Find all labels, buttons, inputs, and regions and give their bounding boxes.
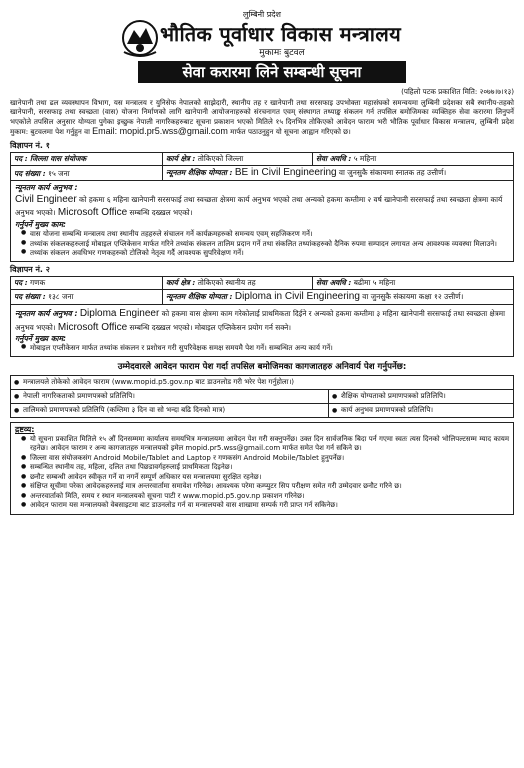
- list-item: ● तथ्यांक संकलकहरुलाई मोबाइल एप्लिकेसन मार्फत गरिने तथ्यांक संकलन तालिम प्रदान गर्ने तथा संकलित तथ्यांकहरुको दैनिक रुपमा सम्पादन लगायत अन्य आवश्यक व्यवस्था मिलाउने।: [21, 239, 509, 248]
- qualification-value: वा जुनसुकै संकायमा स्नातक तह उत्तीर्ण।: [338, 167, 447, 177]
- count-value: १५ जना: [48, 168, 70, 178]
- vacancy-2-details: [10, 305, 514, 357]
- notes-list: [21, 435, 509, 511]
- document-item: ● कार्य अनुभव प्रमाणपत्रको प्रतिलिपि।: [329, 403, 514, 417]
- experience-desc: को हकमा ६ महिना खानेपानी सरसफाई तथा स्वच्छता क्षेत्रमा कार्य अनुभव भएको तथा अन्यको हकमा कम्तीमा २ वर्ष खानेपानी सरसफाई तथा स्वच्छता क्षेत्रमा कार्य अनुभव भएको।: [15, 194, 503, 218]
- vacancy-1-table: [10, 152, 514, 182]
- count-value: १३८ जना: [48, 292, 74, 302]
- list-item: ● अन्तरवार्ताको मिति, समय र स्थान मन्त्रालयको सूचना पाटी र www.mopid.p5.gov.np प्रकाशन गरिनेछ।: [21, 492, 509, 502]
- publication-date: (पहिलो पटक प्रकाशित मिति: २०७७।७।१३): [401, 87, 514, 96]
- documents-title: उम्मेदवारले आवेदन फाराम पेश गर्दा तपसिल बमोजिमका कागजातहरु अनिवार्य पेश गर्नुपर्नेछ:: [117, 361, 407, 372]
- list-item: ● आवेदन फाराम यस मन्त्रालयको वेबसाइटमा बाट डाउनलोड गर्न वा मन्त्रालयको वास शाखामा सम्पर्क गरी प्राप्त गर्न सकिनेछ।: [21, 501, 509, 511]
- duties-list: [21, 343, 509, 352]
- province-name: लुम्बिनी प्रदेश: [243, 10, 281, 19]
- experience-degree: Diploma Engineer: [79, 308, 160, 319]
- duties-label: गर्नुपर्ने मुख्य काम:: [15, 334, 67, 343]
- vacancy-2-title: विज्ञापन नं. २: [10, 264, 50, 274]
- document-item: ● नेपाली नागरिकताको प्रमाणपत्रको प्रतिलिपि।: [11, 389, 329, 403]
- area-value: तोकिएको जिल्ला: [197, 154, 244, 164]
- count-label: पद संख्या :: [14, 292, 46, 302]
- qualification-label: न्यूनतम शैक्षिक योग्यता :: [166, 167, 233, 177]
- area-label: कार्य क्षेत्र :: [166, 277, 196, 287]
- vacancy-1-title: विज्ञापन नं. १: [10, 140, 50, 150]
- duration-label: सेवा अवधि :: [316, 154, 352, 164]
- area-label: कार्य क्षेत्र :: [166, 154, 196, 164]
- vacancy-2-table: [10, 276, 514, 306]
- list-item: ● सम्बन्धित स्थानीय तह, महिला, दलित तथा पिछडावर्गहरुलाई प्राथमिकता दिइनेछ।: [21, 463, 509, 473]
- qualification-degree: Diploma in Civil Engineering: [234, 290, 360, 302]
- experience-text: [15, 307, 509, 334]
- document-item: ● मन्त्रालयले तोकेको आवेदन फाराम (www.mopid.p5.gov.np बाट डाउनलोड गरी भरेर पेश गर्नुहोला।): [11, 375, 514, 389]
- experience-label: न्यूनतम कार्य अनुभव :: [15, 309, 78, 318]
- letterhead: [10, 6, 514, 84]
- count-label: पद संख्या :: [14, 168, 46, 178]
- experience-desc: को हकमा वास क्षेत्रमा काम गरेकोलाई प्राथमिकता दिईने र अन्यको हकमा कम्तीमा ३ महिना खानेपानी सरसफाई तथा स्वच्छता क्षेत्रमा अनुभव भएको।: [15, 309, 505, 332]
- list-item: ● यो सूचना प्रकाशित मितिले १५ औं दिनसम्ममा कार्यालय समयभित्र मन्त्रालयमा आवेदन पेश गरी सक्नुपर्नेछ। उक्त दिन सार्वजनिक बिदा पर्न गएमा स्वतः त्यस दिनको भोलिपल्टसम्म म्याद कायम रहनेछ। आवेदन फाराम र अन्य कागजातहरु मन्त्रालयको इमेल mopid.pr5.wss@gmail.com मार्फत समेत पेश गर्न सकिने छ।: [21, 435, 509, 454]
- office-location: मुकामः बुटवल: [259, 48, 305, 58]
- experience-label: न्यूनतम कार्य अनुभव :: [15, 183, 78, 193]
- vacancy-1-details: [10, 181, 514, 261]
- experience-text: [15, 193, 509, 220]
- intro-text: खानेपानी तथा ढल व्यवस्थापन विभाग, यस मन्त्रालय र युनिसेफ नेपालको साझेदारी, स्थानीय तह र खानेपानी तथा सरसफाइ उपभोक्ता महासंघको समन्वयमा लुम्बिनी प्रदेशका सबै स्थानीय-तहको खानेपानी, सरसफाइ तथा स्वच्छता (वास) योजना निर्माणको लागि खानेपानी आयोजनाहरुको संरचनागत एवम् संस्थागत तथ्याङ्क संकलन गर्न तपसिल बमोजिमका व्यक्तिहरु सेवा करारमा लिनुपर्ने भएकोले तपसिल अनुसार योग्यता पुगेका इच्छुक नेपाली नागरिकहरुबाट सूचना प्रकाशन भएको मितिले १५ दिनभित्र तोकिएको आवेदन फाराम भरी भौतिक पूर्वाधार विकास मन्त्रालय, लुम्बिनी प्रदेश मुकाम: बुटवलमा पेश गर्नुहुन वा: [10, 98, 515, 137]
- document-item: ● तालिमको प्रमाणपत्रको प्रतिलिपि (कम्तिमा ३ दिन वा सो भन्दा बढि दिनको मात्र): [11, 403, 329, 417]
- qualification-label: न्यूनतम शैक्षिक योग्यता :: [166, 291, 233, 301]
- experience-software: Microsoft Office: [57, 321, 128, 333]
- duties-label: गर्नुपर्ने मुख्य काम:: [15, 219, 67, 229]
- list-item: ● वास योजना सम्बन्धि मन्त्रालय तथा स्थानीय तहहरुले संचालन गर्ने कार्यक्रमहरुको समन्वय एवम् सहजिकरण गर्ने।: [21, 229, 509, 238]
- duration-value: ५ महिना: [353, 154, 377, 164]
- ministry-name: भौतिक पूर्वाधार विकास मन्त्रालय: [160, 22, 401, 46]
- area-value: तोकिएको स्थानीय तह: [197, 277, 256, 287]
- list-item: ● तथ्यांक संकलन अवधिभर गणकहरुको टोलिको नेतृत्व गर्दै आवश्यक सुपरिवेक्षण गर्ने।: [21, 248, 509, 257]
- intro-email: Email: mopid.pr5.wss@gmail.com: [92, 126, 228, 137]
- post-label: पद :: [14, 154, 28, 164]
- experience-degree: Civil Engineer: [15, 193, 77, 205]
- list-item: ● मोबाइल एप्लीकेसन मार्फत तथ्यांक संकलन र प्रशोधन गरी सुपरिवेक्षक समक्ष समयमै पेश गर्ने। सम्बन्धित अन्य कार्य गर्ने।: [21, 343, 509, 352]
- post-label: पद :: [14, 277, 28, 287]
- document-item: ● शैक्षिक योग्यताको प्रमाणपत्रको प्रतिलिपि।: [329, 389, 514, 403]
- qualification-degree: BE in Civil Engineering: [234, 166, 337, 178]
- notes-title: द्रष्टव्य:: [15, 424, 35, 434]
- intro-text-end: मार्फत पठाउनुहुन यो सूचना आह्वान गरिएको छ।: [230, 127, 351, 137]
- documents-table: [10, 375, 514, 418]
- intro-paragraph: [10, 98, 514, 138]
- post-value: गणक: [30, 277, 46, 287]
- qualification-value: वा जुनसुकै संकायमा कक्षा १२ उत्तीर्ण।: [362, 291, 464, 301]
- experience-desc-2: सम्बन्धि दख्खल भएको। मोबाइल एप्लिकेसन प्रयोग गर्न सक्ने।: [129, 322, 292, 332]
- notes-section: [10, 422, 514, 515]
- post-value: जिल्ला वास संयोजक: [30, 154, 87, 164]
- list-item: ● छनौट सम्बन्धी आवेदन स्वीकृत गर्ने वा नगर्ने सम्पूर्ण अधिकार यस मन्त्रालयमा सुरक्षित रहनेछ।: [21, 473, 509, 483]
- experience-software: Microsoft Office: [57, 207, 128, 219]
- duration-label: सेवा अवधि :: [316, 277, 352, 287]
- duties-list: [21, 229, 509, 257]
- duration-value: बढीमा ५ महिना: [353, 277, 396, 287]
- list-item: ● संक्षिप्त सूचीमा परेका आवेदकहरुलाई मात्र अन्तरवार्तामा समावेश गरिनेछ। आवश्यक परेमा कम्प्युटर सिप परीक्षण समेत गरी उम्मेदवार छनौट गरिने छ।: [21, 482, 509, 492]
- experience-desc-2: सम्बन्धि दख्खल भएको।: [129, 208, 193, 218]
- list-item: ● जिल्ला वास संयोजकसंग Android Mobile/Tablet and Laptop र गणकसंग Android Mobile/Tablet हुनुपर्नेछ।: [21, 454, 509, 464]
- notice-title: सेवा करारमा लिने सम्बन्धी सूचना: [138, 61, 406, 83]
